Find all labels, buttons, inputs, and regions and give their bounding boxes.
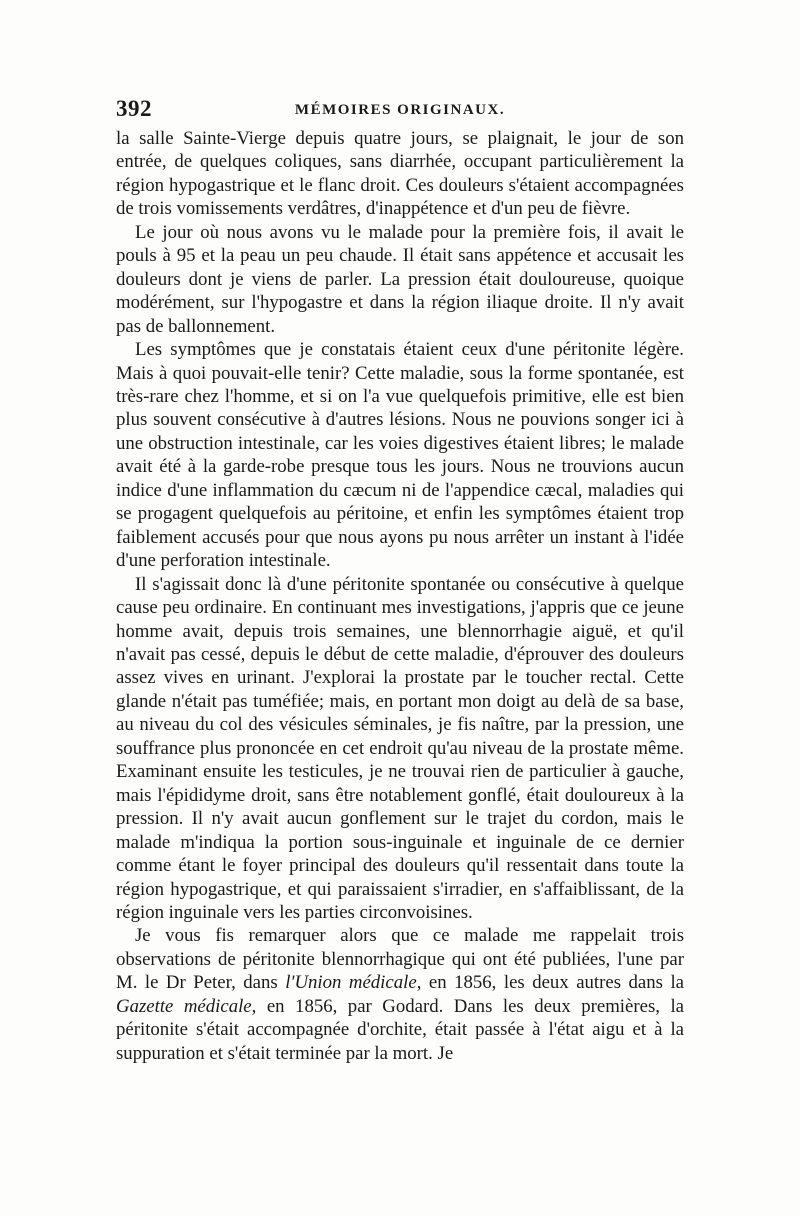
page-number: 392 <box>116 96 152 121</box>
running-title: MÉMOIRES ORIGINAUX. <box>294 102 506 118</box>
journal-title-union-medicale: l'Union médicale <box>285 972 417 994</box>
body-text <box>116 127 684 1065</box>
paragraph: Il s'agissait donc là d'une péritonite spontanée ou consécutive à quelque cause peu ordinaire. En continuant mes investigations, j'appris que ce jeune homme avait, depuis trois semaines, une blennorrhagie aiguë, et qu'il n'avait pas cessé, depuis le début de cette maladie, d'éprouver des douleurs assez vives en urinant. J'explorai la prostate par le toucher rectal. Cette glande n'était pas tuméfiée; mais, en portant mon doigt au delà de sa base, au niveau du col des vésicules séminales, je fis naître, par la pression, une souffrance plus prononcée en cet endroit qu'au niveau de la prostate même. Examinant ensuite les testicules, je ne trouvai rien de particulier à gauche, mais l'épididyme droit, sans être notablement gonflé, était douloureux à la pression. Il n'y avait aucun gonflement sur le trajet du cordon, mais le malade m'indiqua la portion sous-inguinale et inguinale de ce dernier comme étant le foyer principal des douleurs qu'il ressentait dans toute la région hypogastrique, et qui paraissaient s'irradier, en s'affaiblissant, de la région inguinale vers les parties circonvoisines. <box>116 573 684 923</box>
page-header <box>116 96 684 126</box>
paragraph-last <box>116 924 684 1065</box>
paragraph-text: Je vous fis remarquer alors que ce malade me rappelait trois observations de péritonite blennorrhagique qui ont été publiées, l'une par M. le Dr Peter, dans <box>116 925 684 994</box>
paragraph-continued: la salle Sainte-Vierge depuis quatre jours, se plaignait, le jour de son entrée, de quelques coliques, sans diarrhée, occupant particulièrement la région hypogastrique et le flanc droit. Ces douleurs s'étaient accompagnées de trois vomissements verdâtres, d'inappétence et d'un peu de fièvre. <box>116 128 684 220</box>
paragraph-text: , en 1856, les deux autres dans la <box>416 972 685 994</box>
paragraph: Les symptômes que je constatais étaient ceux d'une péritonite légère. Mais à quoi pouvait-elle tenir? Cette maladie, sous la forme spontanée, est très-rare chez l'homme, et si on l'a vue quelquefois primitive, elle est bien plus souvent consécutive à d'autres lésions. Nous ne pouvions songer ici à une obstruction intestinale, car les voies digestives étaient libres; le malade avait été à la garde-robe presque tous les jours. Nous ne trouvions aucun indice d'une inflammation du cæcum ni de l'appendice cæcal, maladies qui se progagent quelquefois au péritoine, et enfin les symptômes étaient trop faiblement accusés pour que nous ayons pu nous arrêter un instant à l'idée d'une perforation intestinale. <box>116 339 684 572</box>
paragraph: Le jour où nous avons vu le malade pour la première fois, il avait le pouls à 95 et la peau un peu chaude. Il était sans appétence et accusait les douleurs dont je viens de parler. La pression était douloureuse, quoique modérément, sur l'hypogastre et dans la région iliaque droite. Il n'y avait pas de ballonnement. <box>116 221 684 337</box>
journal-title-gazette-medicale: Gazette médicale <box>116 995 252 1017</box>
paragraph-text: , en 1856, par Godard. Dans les deux premières, la péritonite s'était accompagnée d'orchite, était passée à l'état aigu et à la suppuration et s'était terminée par la mort. Je <box>116 995 685 1064</box>
